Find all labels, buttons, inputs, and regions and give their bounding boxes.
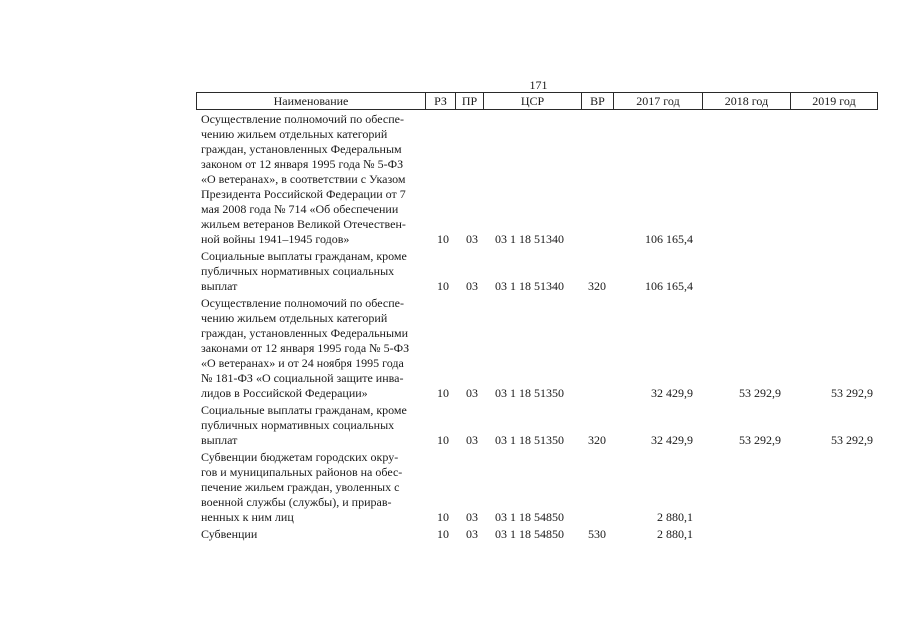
row-name-line: выплат: [201, 279, 238, 293]
row-name-line: гов и муниципальных районов на обес-: [201, 465, 403, 479]
row-name-line: граждан, установленных Федеральными: [201, 326, 409, 340]
row-csr: 03 1 18 54850: [495, 527, 564, 541]
row-rz: 10: [437, 510, 449, 524]
row-pr: 03: [466, 527, 478, 541]
table-row: [0, 527, 905, 542]
row-name-line: ненных к ним лиц: [201, 510, 294, 524]
row-2017: 106 165,4: [645, 279, 693, 293]
row-name-line: Субвенции бюджетам городских окру-: [201, 450, 399, 464]
row-name: [201, 527, 436, 542]
header-rz: РЗ: [425, 93, 455, 109]
row-csr: 03 1 18 51340: [495, 279, 564, 293]
row-csr: 03 1 18 54850: [495, 510, 564, 524]
row-name-line: Осуществление полномочий по обеспе-: [201, 112, 404, 126]
row-2017: 2 880,1: [657, 510, 693, 524]
table-row: [0, 403, 905, 448]
table-row: [0, 296, 905, 401]
row-name-line: печение жильем граждан, уволенных с: [201, 480, 400, 494]
row-name-line: Социальные выплаты гражданам, кроме: [201, 249, 407, 263]
row-name-line: публичных нормативных социальных: [201, 418, 395, 432]
row-name-line: ной войны 1941–1945 годов»: [201, 232, 350, 246]
row-name-line: мая 2008 года № 714 «Об обеспечении: [201, 202, 399, 216]
row-2017: 2 880,1: [657, 527, 693, 541]
row-rz: 10: [437, 433, 449, 447]
header-csr: ЦСР: [483, 93, 581, 109]
row-name-line: чению жильем отдельных категорий: [201, 127, 388, 141]
row-2018: 53 292,9: [739, 433, 781, 447]
row-name-line: выплат: [201, 433, 238, 447]
row-name: [201, 403, 436, 448]
table-header: [196, 92, 878, 110]
row-name-line: чению жильем отдельных категорий: [201, 311, 388, 325]
row-name-line: законами от 12 января 1995 года № 5-ФЗ: [201, 341, 410, 355]
header-pr: ПР: [455, 93, 483, 109]
table-row: [0, 112, 905, 247]
row-2017: 32 429,9: [651, 386, 693, 400]
row-name-line: граждан, установленных Федеральным: [201, 142, 402, 156]
row-name: [201, 296, 436, 401]
table-row: [0, 450, 905, 525]
row-name-line: законом от 12 января 1995 года № 5-ФЗ: [201, 157, 404, 171]
row-name-line: Осуществление полномочий по обеспе-: [201, 296, 404, 310]
header-name: Наименование: [273, 94, 349, 108]
table-row: [0, 249, 905, 294]
row-name-line: «О ветеранах», в соответствии с Указом: [201, 172, 406, 186]
row-name-line: военной службы (службы), и прирав-: [201, 495, 392, 509]
header-2017: 2017 год: [613, 93, 702, 109]
row-name-line: Социальные выплаты гражданам, кроме: [201, 403, 407, 417]
row-vr: 530: [588, 527, 606, 541]
row-vr: 320: [588, 433, 606, 447]
row-name-line: лидов в Российской Федерации»: [201, 386, 368, 400]
row-name-line: публичных нормативных социальных: [201, 264, 395, 278]
row-pr: 03: [466, 386, 478, 400]
row-rz: 10: [437, 279, 449, 293]
page-number: 171: [529, 78, 548, 92]
row-name: [201, 450, 436, 525]
row-rz: 10: [437, 386, 449, 400]
row-name-line: № 181-ФЗ «О социальной защите инва-: [201, 371, 404, 385]
row-2018: 53 292,9: [739, 386, 781, 400]
row-pr: 03: [466, 510, 478, 524]
header-2018: 2018 год: [702, 93, 790, 109]
row-rz: 10: [437, 232, 449, 246]
row-name-line: жильем ветеранов Великой Отечествен-: [201, 217, 406, 231]
row-2019: 53 292,9: [831, 433, 873, 447]
row-2017: 106 165,4: [645, 232, 693, 246]
row-name-line: Субвенции: [201, 527, 258, 541]
row-rz: 10: [437, 527, 449, 541]
row-name-line: Президента Российской Федерации от 7: [201, 187, 406, 201]
row-name: [201, 112, 436, 247]
row-name: [201, 249, 436, 294]
row-vr: 320: [588, 279, 606, 293]
row-pr: 03: [466, 433, 478, 447]
row-pr: 03: [466, 232, 478, 246]
row-csr: 03 1 18 51350: [495, 386, 564, 400]
row-2019: 53 292,9: [831, 386, 873, 400]
row-csr: 03 1 18 51340: [495, 232, 564, 246]
row-pr: 03: [466, 279, 478, 293]
header-2019: 2019 год: [790, 93, 877, 109]
row-2017: 32 429,9: [651, 433, 693, 447]
row-name-line: «О ветеранах» и от 24 ноября 1995 года: [201, 356, 404, 370]
header-vr: ВР: [581, 93, 613, 109]
row-csr: 03 1 18 51350: [495, 433, 564, 447]
